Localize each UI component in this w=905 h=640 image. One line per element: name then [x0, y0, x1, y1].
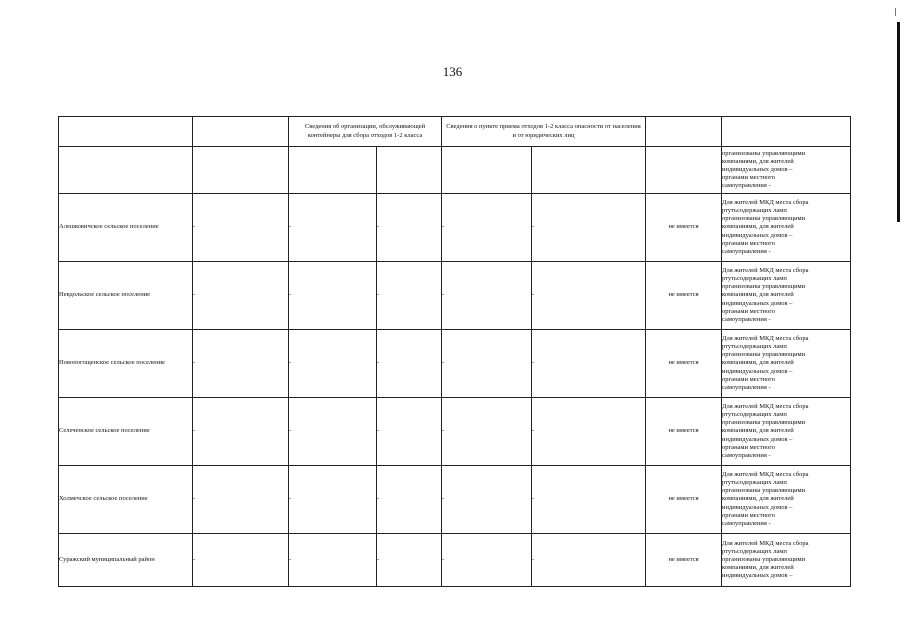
note-line: самоуправления -	[722, 182, 771, 190]
dash-cell: -	[377, 466, 442, 534]
note-line: самоуправления -	[722, 315, 771, 323]
settlement-name-cell: Холмечское сельское поселение	[59, 466, 193, 534]
note-line: индивидуальных домов –	[722, 165, 793, 173]
scan-edge-mark	[897, 22, 900, 222]
dash-cell: -	[377, 194, 442, 262]
dash-cell: -	[442, 466, 532, 534]
header-org-info-text: Сведения об организации, обслуживающей контейнеры для сбора отходов 1-2 класса	[304, 123, 426, 139]
note-line: компаниями, для жителей	[722, 427, 794, 435]
note-line: самоуправления -	[722, 451, 771, 459]
table-cell	[59, 147, 193, 194]
header-cell-empty	[646, 117, 722, 147]
dash-cell: -	[193, 330, 289, 398]
dash-cell: -	[442, 330, 532, 398]
dash-cell: -	[193, 534, 289, 587]
note-line: организованы управляющими	[722, 215, 806, 223]
note-cell	[722, 330, 851, 398]
note-line: компаниями, для жителей	[722, 359, 794, 367]
note-line: организованы управляющими	[722, 487, 806, 495]
note-line: индивидуальных домов –	[722, 503, 793, 511]
note-line: ртутьсодержащих ламп	[722, 275, 787, 283]
note-line: компаниями, для жителей	[722, 495, 794, 503]
note-line: органами местного	[722, 375, 776, 383]
table-row	[59, 466, 851, 534]
note-line: Для жителей МКД места сбора	[722, 539, 809, 547]
dash-cell: -	[289, 194, 377, 262]
note-line: индивидуальных домов –	[722, 367, 793, 375]
note-line: ртутьсодержащих ламп	[722, 207, 787, 215]
table-cell	[532, 147, 646, 194]
dash-cell: -	[442, 534, 532, 587]
note-line: ртутьсодержащих ламп	[722, 547, 787, 555]
dash-cell: -	[442, 194, 532, 262]
note-line: органами местного	[722, 443, 776, 451]
note-line: органами местного	[722, 174, 776, 182]
note-line: органами местного	[722, 511, 776, 519]
note-line: Для жителей МКД места сбора	[722, 267, 809, 275]
header-point-info-text: Сведения о пункте приема отходов 1-2 класса опасности от населения и от юридических лиц	[446, 123, 641, 139]
dash-cell: -	[532, 466, 646, 534]
dash-cell: -	[532, 534, 646, 587]
table-row	[59, 534, 851, 587]
table-cell	[442, 147, 532, 194]
settlement-name-cell: Алешковичское сельское поселение	[59, 194, 193, 262]
note-line: организованы управляющими	[722, 555, 806, 563]
note-line: индивидуальных домов –	[722, 572, 793, 580]
status-cell: не имеется	[646, 194, 722, 262]
note-line: компаниями, для жителей	[722, 564, 794, 572]
note-cell	[722, 534, 851, 587]
dash-cell: -	[377, 398, 442, 466]
dash-cell: -	[289, 330, 377, 398]
dash-cell: -	[377, 534, 442, 587]
dash-cell: -	[289, 398, 377, 466]
header-cell-empty	[59, 117, 193, 147]
table-cell	[289, 147, 377, 194]
note-cell	[722, 398, 851, 466]
note-line: компаниями, для жителей	[722, 223, 794, 231]
note-line: самоуправления -	[722, 383, 771, 391]
table-cell	[377, 147, 442, 194]
settlement-name-cell: Невдольское сельское поселение	[59, 262, 193, 330]
note-line: ртутьсодержащих ламп	[722, 411, 787, 419]
status-cell: не имеется	[646, 398, 722, 466]
dash-cell: -	[377, 262, 442, 330]
status-cell: не имеется	[646, 466, 722, 534]
scan-edge-tick	[895, 8, 896, 16]
table-cell	[193, 147, 289, 194]
table-row	[59, 262, 851, 330]
page-number: 136	[442, 64, 463, 79]
status-cell: не имеется	[646, 262, 722, 330]
settlement-name-cell: Селеченское сельское поселение	[59, 398, 193, 466]
note-line: Для жителей МКД места сбора	[722, 335, 809, 343]
waste-collection-table	[58, 116, 851, 587]
note-line: компаниями, для жителей	[722, 157, 794, 165]
note-line: ртутьсодержащих ламп	[722, 343, 787, 351]
dash-cell: -	[532, 262, 646, 330]
note-line: Для жителей МКД места сбора	[722, 471, 809, 479]
header-point-info	[442, 117, 646, 147]
status-cell: не имеется	[646, 330, 722, 398]
note-line: органами местного	[722, 307, 776, 315]
dash-cell: -	[532, 194, 646, 262]
table-header-row	[59, 117, 851, 147]
dash-cell: -	[289, 534, 377, 587]
note-line: организованы управляющими	[722, 351, 806, 359]
table-row	[59, 194, 851, 262]
note-cell	[722, 194, 851, 262]
note-line: организованы управляющими	[722, 283, 806, 291]
note-line: самоуправления -	[722, 519, 771, 527]
dash-cell: -	[377, 330, 442, 398]
note-line: индивидуальных домов –	[722, 231, 793, 239]
note-line: Для жителей МКД места сбора	[722, 199, 809, 207]
dash-cell: -	[193, 466, 289, 534]
dash-cell: -	[442, 398, 532, 466]
dash-cell: -	[193, 262, 289, 330]
dash-cell: -	[193, 194, 289, 262]
table-row	[59, 398, 851, 466]
note-line: компаниями, для жителей	[722, 291, 794, 299]
note-line: ртутьсодержащих ламп	[722, 479, 787, 487]
continuation-row	[59, 147, 851, 194]
header-cell-empty	[722, 117, 851, 147]
status-cell: не имеется	[646, 534, 722, 587]
dash-cell: -	[532, 330, 646, 398]
dash-cell: -	[442, 262, 532, 330]
dash-cell: -	[289, 466, 377, 534]
dash-cell: -	[532, 398, 646, 466]
note-line: Для жителей МКД места сбора	[722, 403, 809, 411]
note-line: индивидуальных домов –	[722, 299, 793, 307]
note-line: организованы управляющими	[722, 149, 806, 157]
note-cell	[722, 466, 851, 534]
note-line: индивидуальных домов –	[722, 435, 793, 443]
settlement-name-cell: Суражский муниципальный район	[59, 534, 193, 587]
header-cell-empty	[193, 117, 289, 147]
note-cell	[722, 262, 851, 330]
table-row	[59, 330, 851, 398]
continuation-note-cell	[722, 147, 851, 194]
dash-cell: -	[289, 262, 377, 330]
note-line: организованы управляющими	[722, 419, 806, 427]
dash-cell: -	[193, 398, 289, 466]
header-org-info	[289, 117, 442, 147]
note-line: самоуправления -	[722, 247, 771, 255]
table-cell	[646, 147, 722, 194]
note-line: органами местного	[722, 239, 776, 247]
settlement-name-cell: Новопогощенское сельское поселение	[59, 330, 193, 398]
